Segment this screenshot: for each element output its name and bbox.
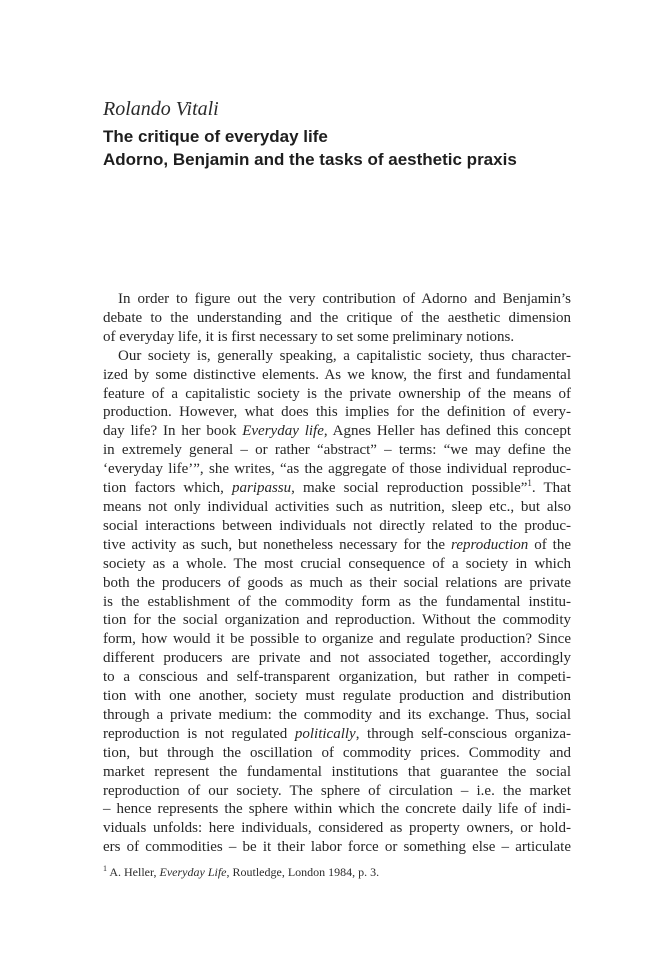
body-line: social interactions between individuals not directly related to the produc- [103,517,571,534]
footnote-marker: 1 [527,478,532,489]
book-title-emphasis: Everyday life [242,423,324,440]
body-line: Our society is, generally speaking, a capitalistic society, thus character- [118,347,571,364]
body-line: ers of commodities – be it their labor force or something else – articulate [103,839,571,856]
body-line: In order to figure out the very contribution of Adorno and Benjamin’s [118,291,571,307]
footnote: $^1$ A. Heller, Everyday Life, Routledge, London 1984, p. 3. [103,864,380,879]
article-title [103,125,517,171]
body-line: tion factors which, paripassu, make social reproduction possible”$^1$. That [103,478,571,497]
title-line-2: Adorno, Benjamin and the tasks of aesthetic praxis [103,150,517,169]
body-line: ‘everyday life’”, she writes, “as the aggregate of those individual reproduc- [103,461,571,478]
body-line: is the establishment of the commodity form as the fundamental institu- [103,593,571,610]
footnote-book-title: Everyday Life [159,865,227,879]
latin-emphasis: paripassu [231,480,292,497]
body-line: day life? In her book Everyday life, Agnes Heller has defined this concept [103,423,572,440]
body-line: feature of a capitalistic society is the private ownership of the means of [103,385,571,402]
body-line: society as a whole. The most crucial consequence of a society in which [103,555,571,572]
body-line: in extremely general – or rather “abstract” – terms: “we may define the [103,442,571,459]
body-line: tion for the social organization and reproduction. Without the commodity [103,612,571,629]
reproduction-emphasis: reproduction [451,536,529,553]
body-line: of everyday life, it is first necessary to set some preliminary notions. [103,328,515,345]
body-line: means not only individual activities such as nutrition, sleep etc., but also [103,498,571,515]
body-line: market represent the fundamental institutions that guarantee the social [103,763,571,780]
body-line: form, how would it be possible to organize and regulate production? Since [103,631,571,648]
body-line: production. However, what does this implies for the definition of every- [103,404,571,421]
politically-emphasis: politically [294,725,356,742]
body-line: tion with one another, society must regulate production and distribution [103,688,571,705]
body-line: reproduction is not regulated politically, through self-conscious organiza- [103,725,571,742]
title-line-1: The critique of everyday life [103,127,328,146]
body-line: viduals unfolds: here individuals, considered as property owners, or hold- [103,820,571,837]
body-line: tive activity as such, but nonetheless necessary for the reproduction of the [103,536,571,553]
author-name: Rolando Vitali [103,98,219,120]
body-line: – hence represents the sphere within which the concrete daily life of indi- [103,801,571,818]
body-line: tion, but through the oscillation of commodity prices. Commodity and [103,744,571,761]
footnote-number: 1 [103,864,107,873]
body-line: through a private medium: the commodity and its exchange. Thus, social [103,706,571,723]
body-line: ized by some distinctive elements. As we know, the first and fundamental [103,366,571,383]
body-line: different producers are private and not associated together, accordingly [103,650,571,667]
body-line: to a conscious and self-transparent organization, but rather in competi- [103,669,571,686]
body-line: debate to the understanding and the critique of the aesthetic dimension [103,309,571,326]
body-text [103,290,571,857]
body-line: both the producers of goods as much as their social relations are private [103,574,571,591]
body-line: reproduction of our society. The sphere of circulation – i.e. the market [103,782,571,799]
